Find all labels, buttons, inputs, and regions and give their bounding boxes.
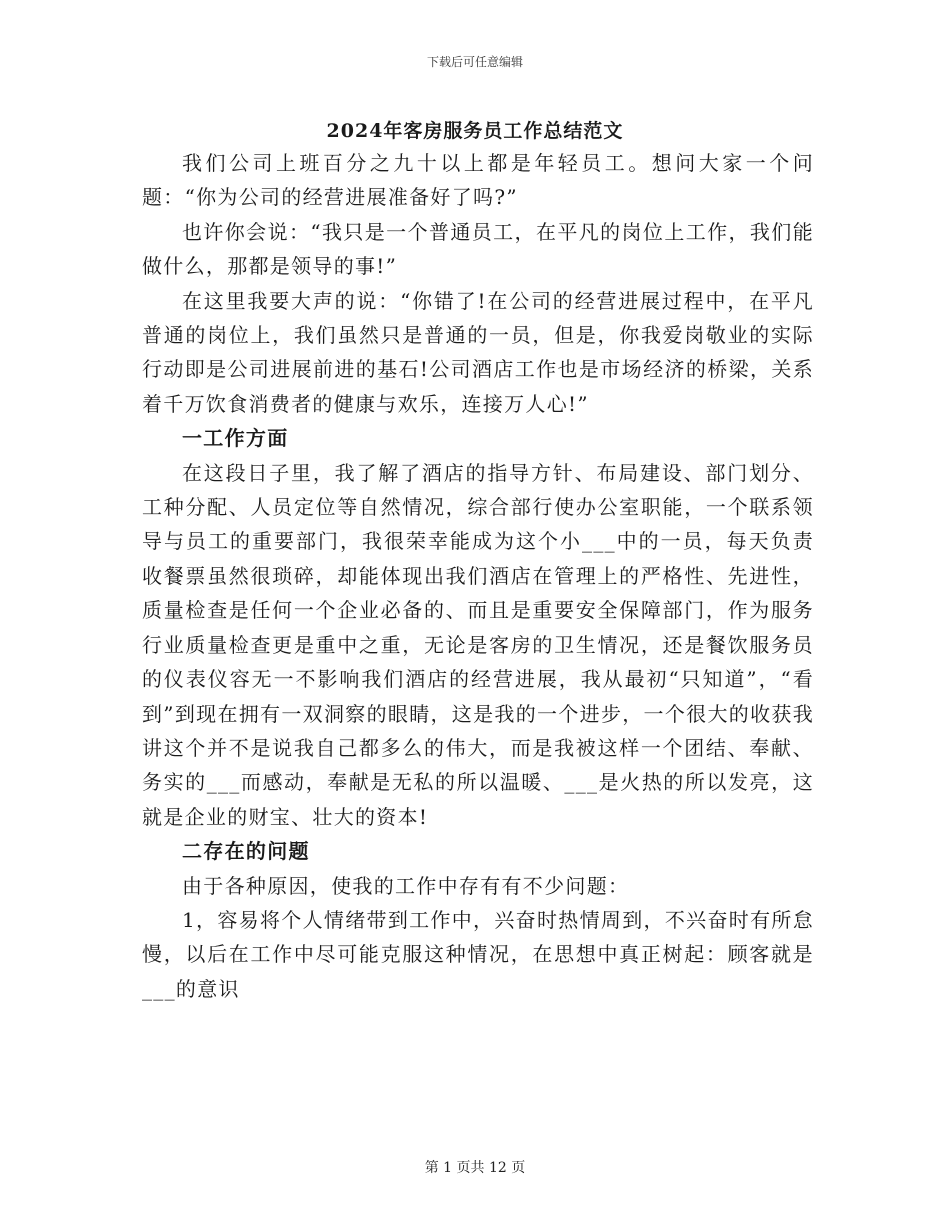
problems-paragraph-1: 由于各种原因，使我的工作中存有有不少问题： (182, 873, 630, 898)
intro-paragraph-3: 在这里我要大声的说：“你错了!在公司的经营进展过程中，在平凡普通的岗位上，我们虽然只是普通的一员，但是，你我爱岗敬业的实际行动即是公司进展前进的基石!公司酒店工作也是市场经济的桥梁，关系着千万饮食消费者的健康与欢乐，连接万人心!” (142, 288, 814, 416)
section-heading-work: 一工作方面 (182, 426, 289, 451)
intro-paragraph-2: 也许你会说：“我只是一个普通员工，在平凡的岗位上工作，我们能做什么，那都是领导的事!” (142, 219, 814, 279)
document-title: 2024年客房服务员工作总结范文 (326, 120, 624, 142)
header-note: 下载后可任意编辑 (426, 55, 523, 69)
work-paragraph-1: 在这段日子里，我了解了酒店的指导方针、布局建设、部门划分、工种分配、人员定位等自然情况，综合部行使办公室职能，一个联系领导与员工的重要部门，我很荣幸能成为这个小___中的一员，每天负责收餐票虽然很琐碎，却能体现出我们酒店在管理上的严格性、先进性，质量检查是任何一个企业必备的、而且是重要安全保障部门，作为服务行业质量检查更是重中之重，无论是客房的卫生情况，还是餐饮服务员的仪表仪容无一不影响我们酒店的经营进展，我从最初“只知道”，“看到”到现在拥有一双洞察的眼睛，这是我的一个进步，一个很大的收获我讲这个并不是说我自己都多么的伟大，而是我被这样一个团结、奉献、务实的___而感动，奉献是无私的所以温暖、___是火热的所以发亮，这就是企业的财宝、壮大的资本! (142, 460, 814, 829)
problems-paragraph-2: 1，容易将个人情绪带到工作中，兴奋时热情周到，不兴奋时有所怠慢，以后在工作中尽可能克服这种情况，在思想中真正树起：顾客就是___的意识 (142, 907, 814, 1001)
intro-paragraph-1: 我们公司上班百分之九十以上都是年轻员工。想问大家一个问题：“你为公司的经营进展准备好了吗?” (142, 151, 814, 210)
document-body (142, 146, 814, 1006)
page-number: 第 1 页共 12 页 (424, 1160, 526, 1176)
section-heading-problems: 二存在的问题 (182, 839, 310, 864)
